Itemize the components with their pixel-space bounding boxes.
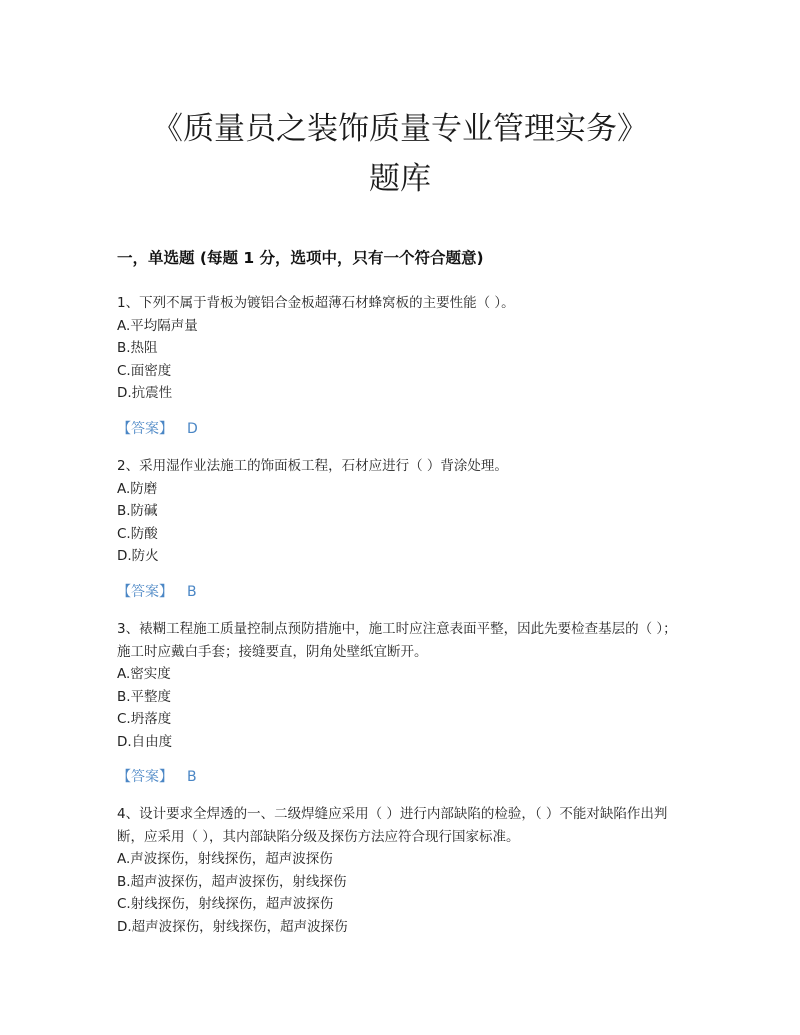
option-d: D.防火 [117, 548, 159, 564]
question-stem: 2、采用湿作业法施工的饰面板工程，石材应进行（ ）背涂处理。 [117, 458, 508, 474]
document-title [0, 104, 800, 204]
answer-label: 【答案】 [117, 769, 173, 785]
option-c: C.面密度 [117, 362, 172, 379]
answer-label: 【答案】 [117, 584, 173, 600]
answer-value: D [187, 421, 198, 437]
question-stem: 1、下列不属于背板为镀铝合金板超薄石材蜂窝板的主要性能（ ）。 [117, 295, 515, 311]
answer-3 [117, 766, 197, 788]
option-d: D.超声波探伤，射线探伤，超声波探伤 [117, 918, 348, 935]
question-1 [117, 292, 687, 405]
title-line-1: 《质量员之装饰质量专业管理实务》 [152, 111, 648, 147]
option-d: D.自由度 [117, 733, 173, 750]
option-c: C.防酸 [117, 525, 158, 542]
question-3 [117, 618, 687, 753]
question-2 [117, 455, 687, 568]
option-a: A.平均隔声量 [117, 317, 198, 334]
answer-2 [117, 581, 197, 603]
section-heading: 一，单选题 (每题 1 分，选项中，只有一个符合题意) [117, 249, 484, 267]
option-b: B.平整度 [117, 688, 172, 705]
option-b: B.超声波探伤，超声波探伤，射线探伤 [117, 873, 347, 890]
option-c: C.坍落度 [117, 711, 172, 727]
question-stem: 4、设计要求全焊透的一、二级焊缝应采用（ ）进行内部缺陷的检验，（ ）不能对缺陷作出判断，应采用（ ），其内部缺陷分级及探伤方法应符合现行国家标准。 [117, 806, 668, 845]
option-c: C.射线探伤，射线探伤，超声波探伤 [117, 896, 334, 912]
title-line-2: 题库 [369, 161, 431, 197]
answer-value: B [187, 584, 197, 600]
option-b: B.热阻 [117, 340, 158, 356]
question-4 [117, 803, 687, 938]
option-d: D.抗震性 [117, 385, 173, 401]
option-b: B.防碱 [117, 503, 158, 519]
answer-1 [117, 418, 198, 440]
option-a: A.声波探伤，射线探伤，超声波探伤 [117, 851, 333, 867]
answer-value: B [187, 769, 197, 785]
option-a: A.密实度 [117, 666, 171, 682]
answer-label: 【答案】 [117, 421, 173, 437]
question-stem: 3、裱糊工程施工质量控制点预防措施中，施工时应注意表面平整，因此先要检查基层的（ ）；施工时应戴白手套；接缝要直，阴角处壁纸宜断开。 [117, 621, 677, 660]
option-a: A.防磨 [117, 480, 158, 497]
